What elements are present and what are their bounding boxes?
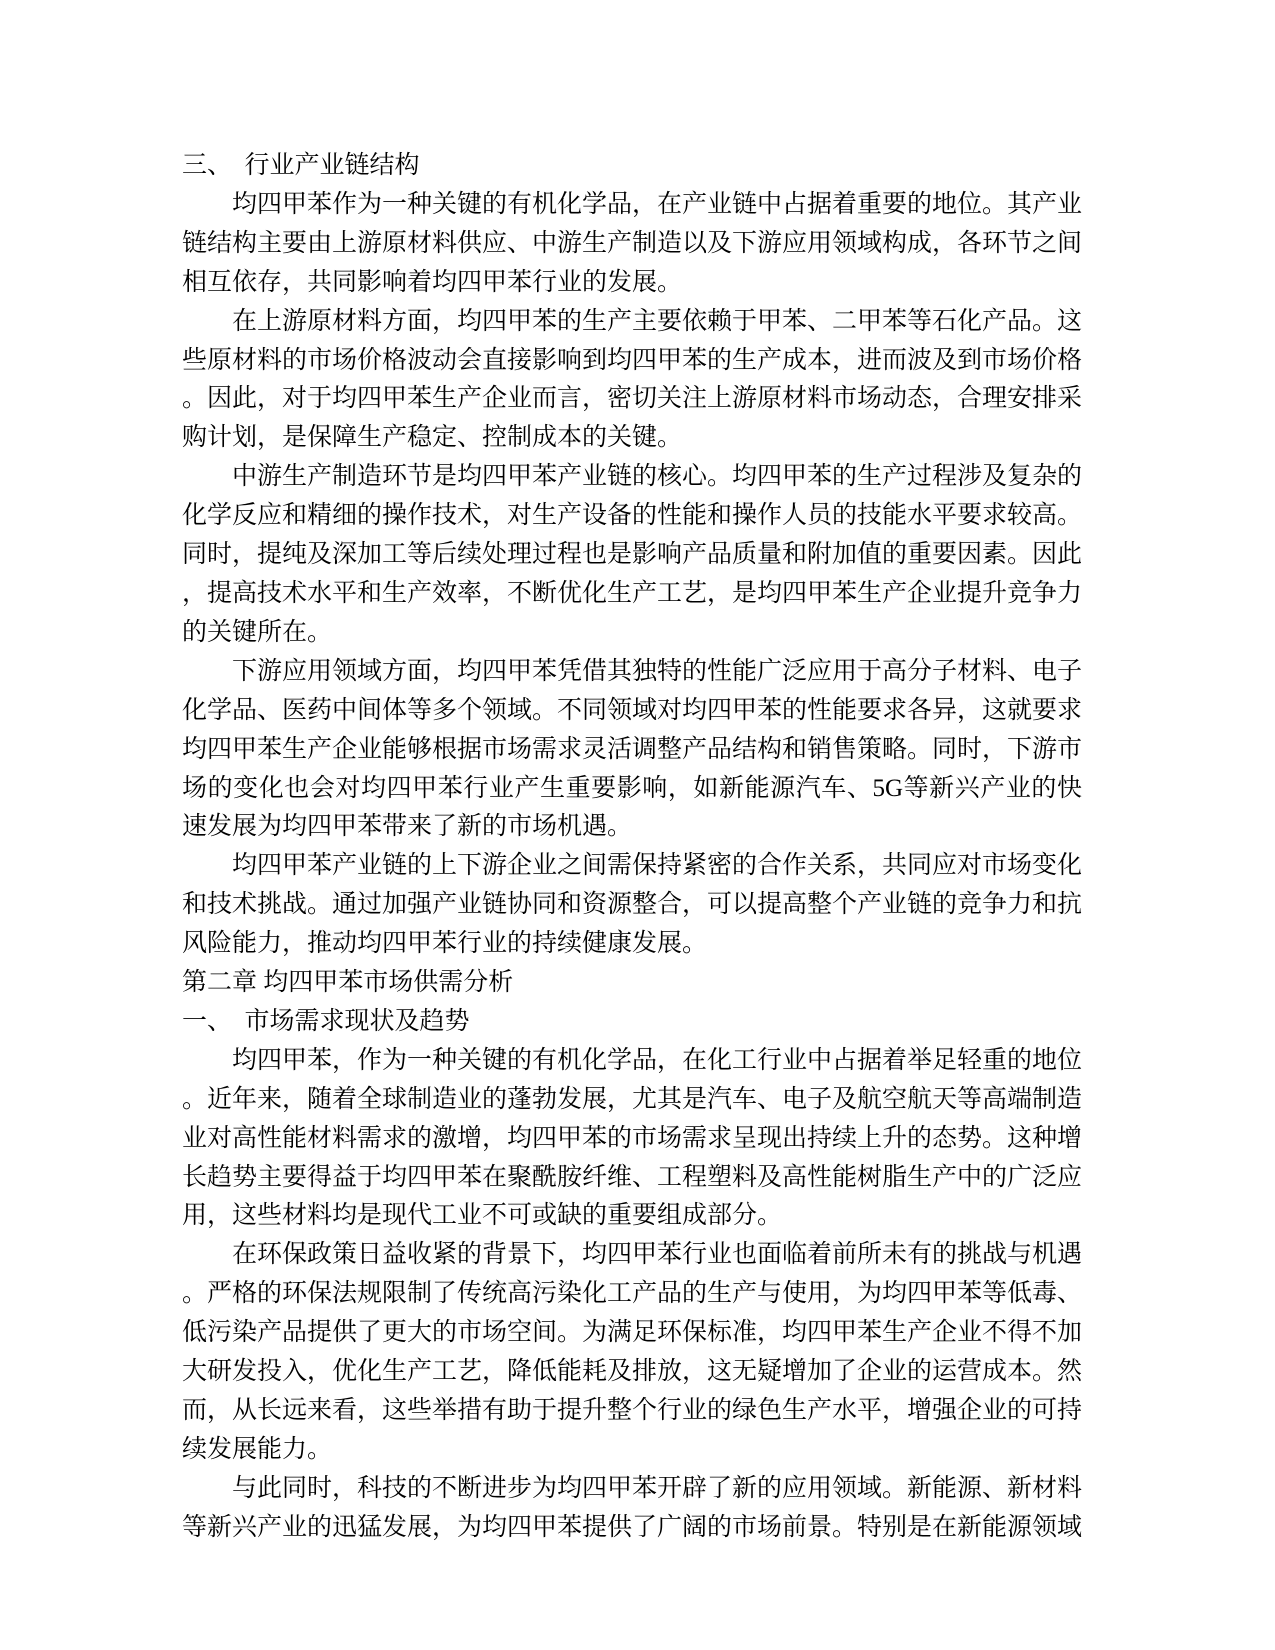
- section-heading: 三、 行业产业链结构: [182, 152, 420, 179]
- paragraph: 与此同时，科技的不断进步为均四甲苯开辟了新的应用领域。新能源、新材料等新兴产业的迅猛发展，为均四甲苯提供了广阔的市场前景。特别是在新能源领域: [182, 1474, 1083, 1541]
- paragraph: 均四甲苯，作为一种关键的有机化学品，在化工行业中占据着举足轻重的地位。近年来，随着全球制造业的蓬勃发展，尤其是汽车、电子及航空航天等高端制造业对高性能材料需求的激增，均四甲苯的市场需求呈现出持续上升的态势。这种增长趋势主要得益于均四甲苯在聚酰胺纤维、工程塑料及高性能树脂生产中的广泛应用，这些材料均是现代工业不可或缺的重要组成部分。: [182, 1046, 1083, 1230]
- paragraph: 均四甲苯产业链的上下游企业之间需保持紧密的合作关系，共同应对市场变化和技术挑战。通过加强产业链协同和资源整合，可以提高整个产业链的竞争力和抗风险能力，推动均四甲苯行业的持续健康发展。: [182, 852, 1083, 958]
- chapter-heading: 第二章 均四甲苯市场供需分析: [182, 969, 514, 997]
- paragraph: 在上游原材料方面，均四甲苯的生产主要依赖于甲苯、二甲苯等石化产品。这些原材料的市场价格波动会直接影响到均四甲苯的生产成本，进而波及到市场价格。因此，对于均四甲苯生产企业而言，密切关注上游原材料市场动态，合理安排采购计划，是保障生产稳定、控制成本的关键。: [182, 307, 1083, 452]
- section-heading: 一、 市场需求现状及趋势: [182, 1007, 470, 1035]
- paragraph: 下游应用领域方面，均四甲苯凭借其独特的性能广泛应用于高分子材料、电子化学品、医药中间体等多个领域。不同领域对均四甲苯的性能要求各异，这就要求均四甲苯生产企业能够根据市场需求灵活调整产品结构和销售策略。同时，下游市场的变化也会对均四甲苯行业产生重要影响，如新能源汽车、5G等新兴产业的快速发展为均四甲苯带来了新的市场机遇。: [182, 657, 1083, 841]
- paragraph: 均四甲苯作为一种关键的有机化学品，在产业链中占据着重要的地位。其产业链结构主要由上游原材料供应、中游生产制造以及下游应用领域构成，各环节之间相互依存，共同影响着均四甲苯行业的发展。: [182, 190, 1083, 296]
- paragraph: 在环保政策日益收紧的背景下，均四甲苯行业也面临着前所未有的挑战与机遇。严格的环保法规限制了传统高污染化工产品的生产与使用，为均四甲苯等低毒、低污染产品提供了更大的市场空间。为满足环保标准，均四甲苯生产企业不得不加大研发投入，优化生产工艺，降低能耗及排放，这无疑增加了企业的运营成本。然而，从长远来看，这些举措有助于提升整个行业的绿色生产水平，增强企业的可持续发展能力。: [182, 1241, 1083, 1463]
- document-body: [182, 147, 1082, 1548]
- paragraph: 中游生产制造环节是均四甲苯产业链的核心。均四甲苯的生产过程涉及复杂的化学反应和精细的操作技术，对生产设备的性能和操作人员的技能水平要求较高。同时，提纯及深加工等后续处理过程也是影响产品质量和附加值的重要因素。因此，提高技术水平和生产效率，不断优化生产工艺，是均四甲苯生产企业提升竞争力的关键所在。: [182, 463, 1083, 646]
